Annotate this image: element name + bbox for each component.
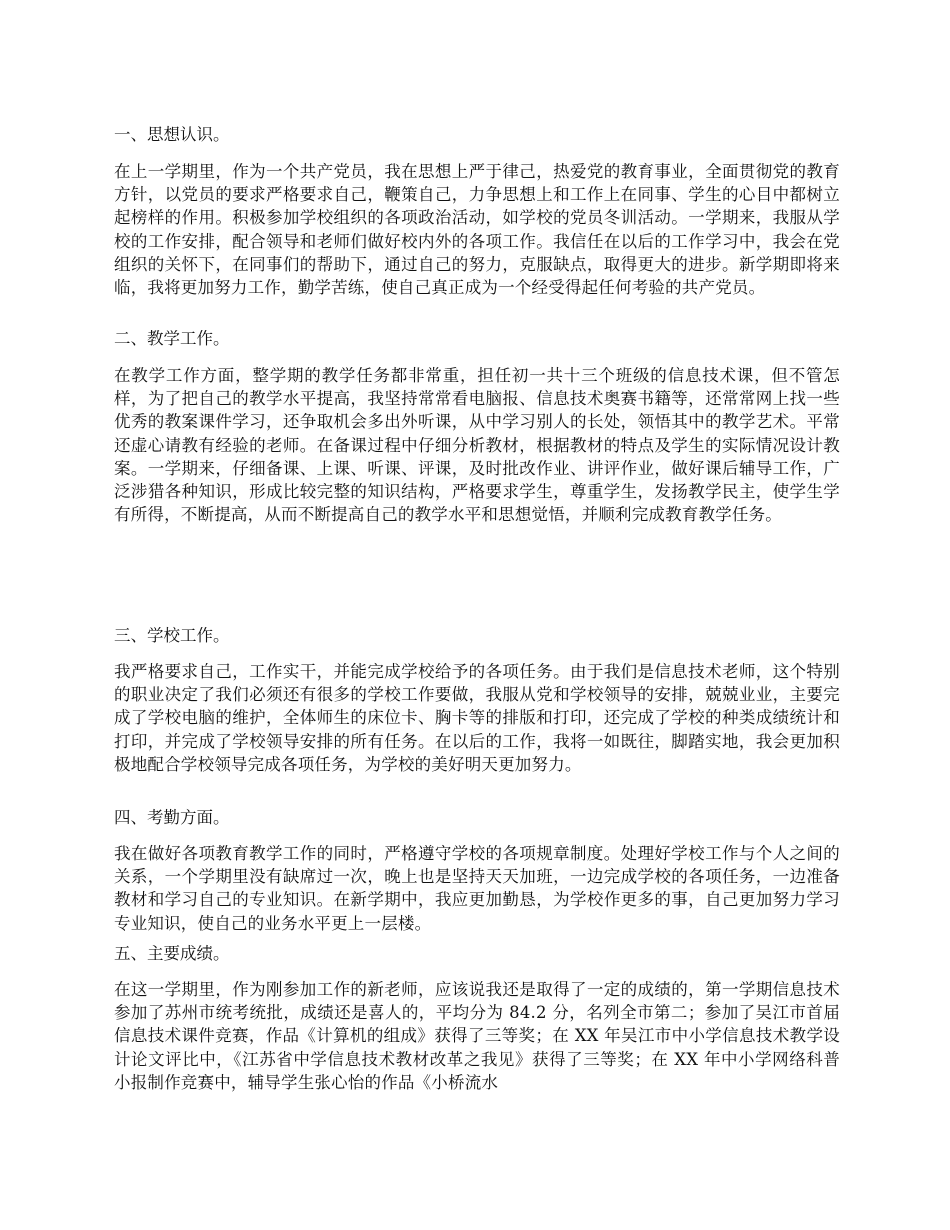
section-attendance <box>114 806 840 935</box>
section-heading: 四、考勤方面。 <box>114 808 230 827</box>
section-heading: 二、教学工作。 <box>114 329 230 348</box>
section-school-work <box>114 624 840 776</box>
section-heading: 五、主要成绩。 <box>114 944 230 963</box>
section-paragraph: 我严格要求自己，工作实干，并能完成学校给予的各项任务。由于我们是信息技术老师，这个特别的职业决定了我们必须还有很多的学校工作要做，我服从党和学校领导的安排，兢兢业业，主要完成了学校电脑的维护，全体师生的床位卡、胸卡等的排版和打印，还完成了学校的种类成绩统计和打印，并完成了学校领导安排的所有任务。在以后的工作，我将一如既往，脚踏实地，我会更加积极地配合学校领导完成各项任务，为学校的美好明天更加努力。 <box>114 662 840 774</box>
section-achievements <box>114 942 840 1094</box>
section-paragraph: 我在做好各项教育教学工作的同时，严格遵守学校的各项规章制度。处理好学校工作与个人之间的关系，一个学期里没有缺席过一次，晚上也是坚持天天加班，一边完成学校的各项任务，一边准备教材和学习自己的专业知识。在新学期中，我应更加勤恳，为学校作更多的事，自己更加努力学习专业知识，使自己的业务水平更上一层楼。 <box>114 844 840 933</box>
section-paragraph: 在这一学期里，作为刚参加工作的新老师，应该说我还是取得了一定的成绩的，第一学期信息技术参加了苏州市统考统批，成绩还是喜人的，平均分为 84.2 分，名列全市第二；参加了吴江市首届信息技术课件竞赛，作品《计算机的组成》获得了三等奖；在 XX 年吴江市中小学信息技术教学设计论文评比中，《江苏省中学信息技术教材改革之我见》获得了三等奖；在 XX 年中小学网络科普小报制作竞赛中，辅导学生张心怡的作品《小桥流水 <box>114 980 840 1092</box>
section-paragraph: 在教学工作方面，整学期的教学任务都非常重，担任初一共十三个班级的信息技术课，但不管怎样，为了把自己的教学水平提高，我坚持常常看电脑报、信息技术奥赛书籍等，还常常网上找一些优秀的教案课件学习，还争取机会多出外听课，从中学习别人的长处，领悟其中的教学艺术。平常还虚心请教有经验的老师。在备课过程中仔细分析教材，根据教材的特点及学生的实际情况设计教案。一学期来，仔细备课、上课、听课、评课，及时批改作业、讲评作业，做好课后辅导工作，广泛涉猎各种知识，形成比较完整的知识结构，严格要求学生，尊重学生，发扬教学民主，使学生学有所得，不断提高，从而不断提高自己的教学水平和思想觉悟，并顺利完成教育教学任务。 <box>114 366 840 525</box>
section-teaching <box>114 327 840 526</box>
section-thought <box>114 123 840 299</box>
section-paragraph: 在上一学期里，作为一个共产党员，我在思想上严于律己，热爱党的教育事业，全面贯彻党的教育方针，以党员的要求严格要求自己，鞭策自己，力争思想上和工作上在同事、学生的心目中都树立起榜样的作用。积极参加学校组织的各项政治活动，如学校的党员冬训活动。一学期来，我服从学校的工作安排，配合领导和老师们做好校内外的各项工作。我信任在以后的工作学习中，我会在党组织的关怀下，在同事们的帮助下，通过自己的努力，克服缺点，取得更大的进步。新学期即将来临，我将更加努力工作，勤学苦练，使自己真正成为一个经受得起任何考验的共产党员。 <box>114 162 840 298</box>
section-heading: 一、思想认识。 <box>114 125 230 144</box>
section-heading: 三、学校工作。 <box>114 626 230 645</box>
